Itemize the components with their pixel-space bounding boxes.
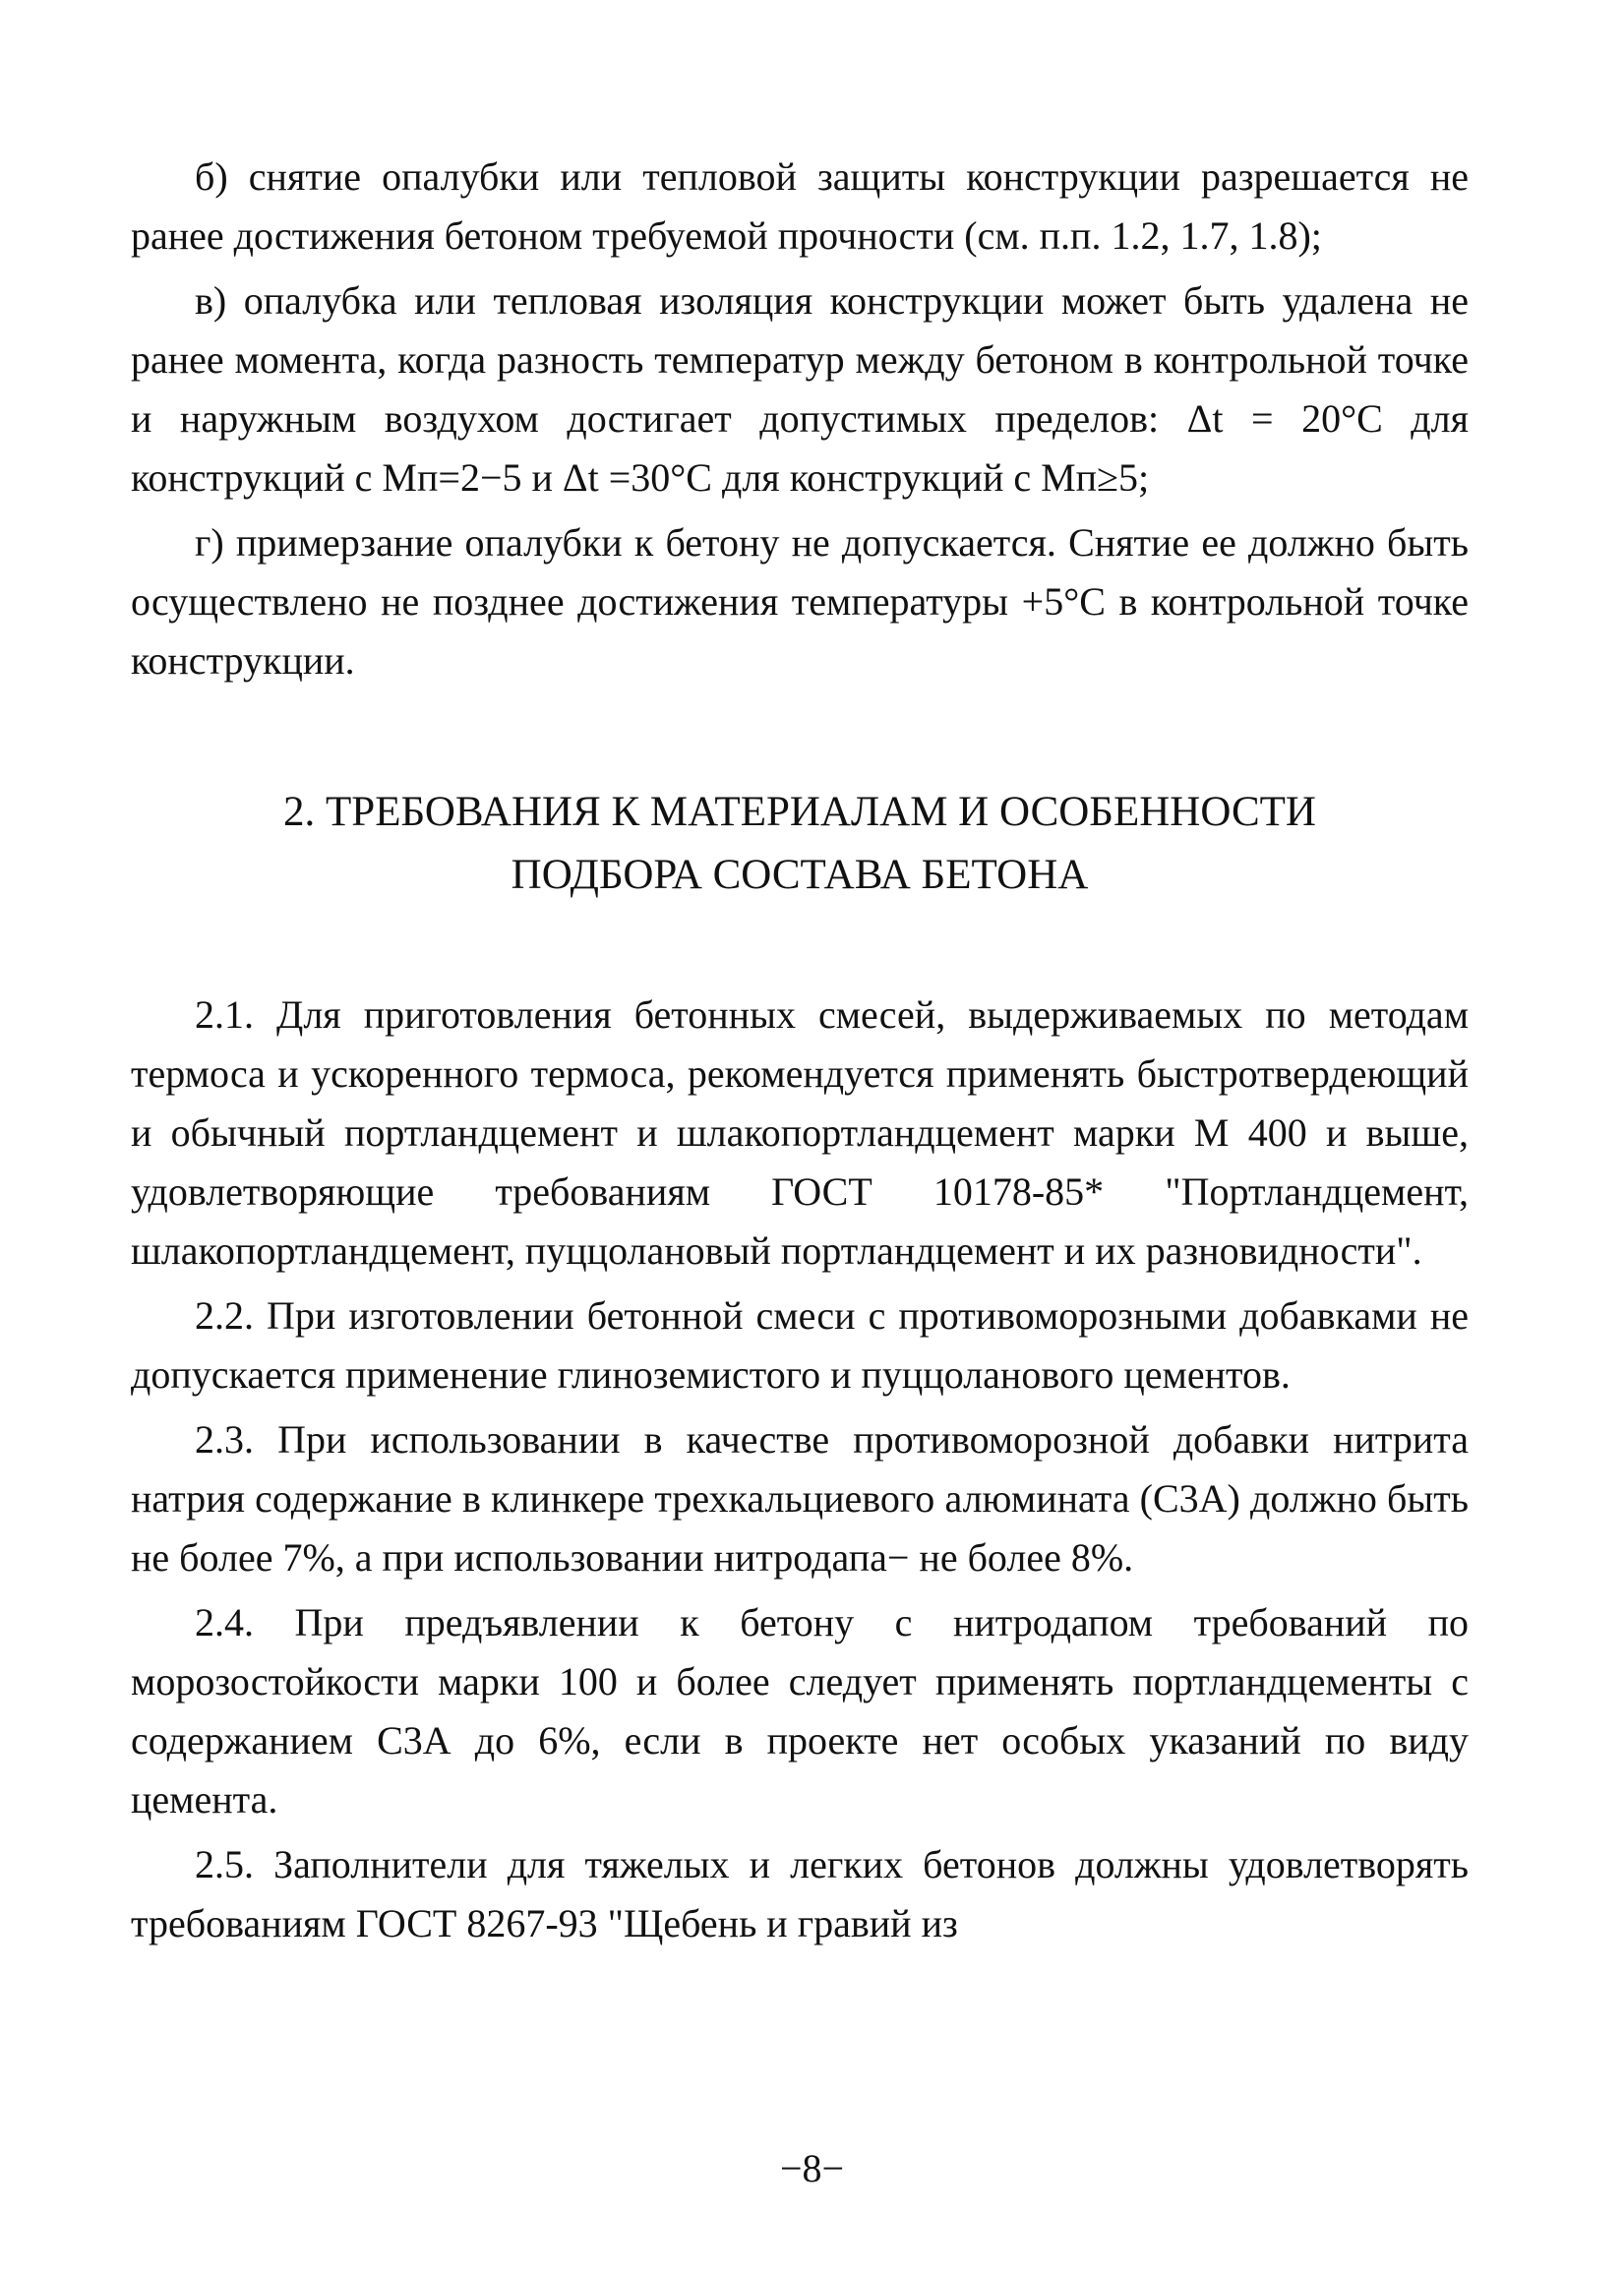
paragraph-2-4: 2.4. При предъявлении к бетону с нитродапом требований по морозостойкости марки 100 и более следует применять портландцементы с содержанием С3А до 6%, если в проекте нет особых указаний по виду цемента. (131, 1600, 1469, 1822)
section-heading-line-1: 2. ТРЕБОВАНИЯ К МАТЕРИАЛАМ И ОСОБЕННОСТИ (283, 789, 1316, 835)
paragraph-2-3: 2.3. При использовании в качестве противоморозной добавки нитрита натрия содержание в клинкере трехкальциевого алюмината (С3А) должно быть не более 7%, а при использовании нитродапа− не более 8%. (131, 1417, 1469, 1580)
section-heading (131, 781, 1469, 907)
paragraph-2-1: 2.1. Для приготовления бетонных смесей, выдерживаемых по методам термоса и ускоренного термоса, рекомендуется применять быстротвердеющий и обычный портландцемент и шлакопортландцемент марки М 400 и выше, удовлетворяющие требованиям ГОСТ 10178-85* "Портландцемент, шлакопортландцемент, пуццолановый портландцемент и их разновидности". (131, 992, 1469, 1273)
document-page (131, 148, 1469, 1953)
section-heading-line-2: ПОДБОРА СОСТАВА БЕТОНА (511, 852, 1089, 898)
paragraph-v: в) опалубка или тепловая изоляция конструкции может быть удалена не ранее момента, когда разность температур между бетоном в контрольной точке и наружным воздухом достигает допустимых пределов: Δt = 20°С для конструкций с Мп=2−5 и Δt =30°С для конструкций с Мп≥5; (131, 278, 1469, 500)
paragraph-b: б) снятие опалубки или тепловой защиты конструкции разрешается не ранее достижения бетоном требуемой прочности (см. п.п. 1.2, 1.7, 1.8); (131, 154, 1469, 258)
paragraph-2-5: 2.5. Заполнители для тяжелых и легких бетонов должны удовлетворять требованиям ГОСТ 8267-93 "Щебень и гравий из (131, 1842, 1469, 1945)
paragraph-2-2: 2.2. При изготовлении бетонной смеси с противоморозными добавками не допускается применение глиноземистого и пуццоланового цементов. (131, 1293, 1469, 1397)
paragraph-g: г) примерзание опалубки к бетону не допускается. Снятие ее должно быть осуществлено не позднее достижения температуры +5°С в контрольной точке конструкции. (131, 520, 1469, 683)
page-number: −8− (779, 2146, 845, 2190)
